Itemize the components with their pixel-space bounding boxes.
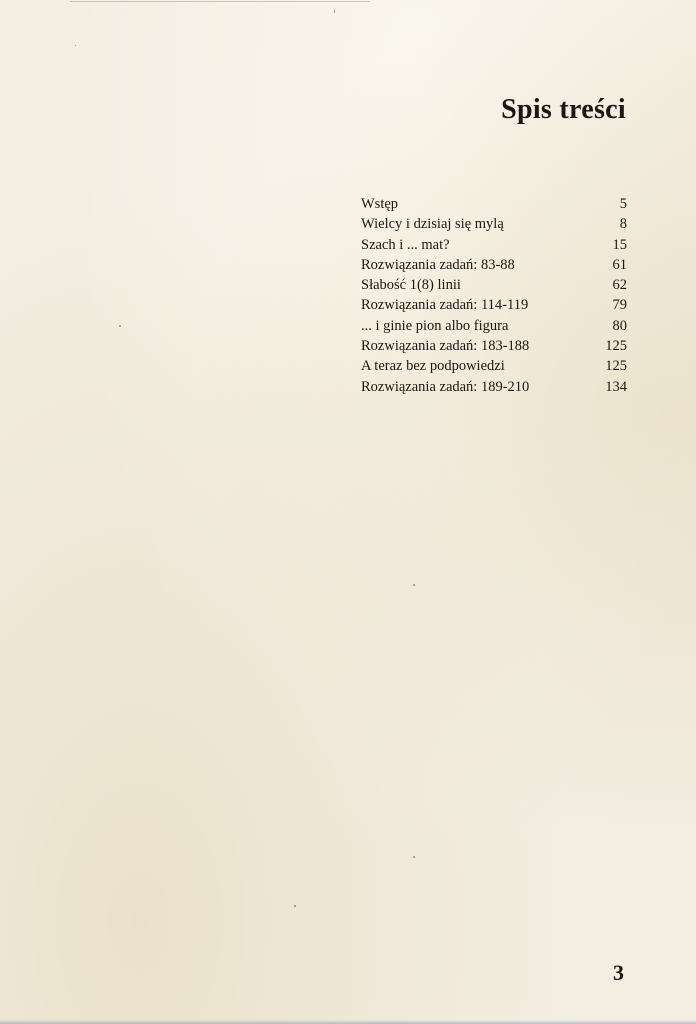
toc-entry-page: 80: [612, 317, 627, 334]
toc-entry-page: 125: [605, 338, 627, 355]
toc-entry: [361, 316, 627, 336]
toc-entry-label: Rozwiązania zadań: 114-119: [361, 297, 529, 314]
toc-entry: [361, 295, 627, 315]
paper-speck: [294, 905, 296, 907]
toc-entry-label: ... i ginie pion albo figura: [361, 317, 509, 334]
toc-entry-label: A teraz bez podpowiedzi: [361, 358, 505, 375]
toc-entry: [361, 356, 627, 376]
paper-speck: [334, 10, 335, 13]
toc-entry: [361, 336, 627, 356]
toc-entry-label: Rozwiązania zadań: 83-88: [361, 256, 515, 273]
table-of-contents: [361, 194, 627, 397]
toc-entry-label: Wielcy i dzisiaj się mylą: [361, 216, 504, 233]
toc-entry: [361, 377, 627, 397]
toc-entry-page: 8: [619, 216, 627, 233]
toc-entry-label: Wstęp: [361, 196, 399, 212]
paper-speck: [413, 856, 415, 858]
top-edge-line: [70, 1, 370, 2]
toc-entry: [361, 194, 627, 214]
toc-entry-page: 79: [612, 297, 627, 314]
paper-speck: [75, 45, 76, 46]
page-title: Spis treści: [501, 94, 626, 125]
toc-entry: [361, 275, 627, 295]
toc-entry-label: Szach i ... mat?: [361, 236, 450, 253]
toc-entry-page: 5: [619, 196, 627, 212]
toc-entry-page: 15: [612, 236, 627, 253]
paper-speck: [119, 325, 121, 327]
toc-entry: [361, 255, 627, 275]
page-number: 3: [613, 960, 624, 985]
toc-entry: [361, 235, 627, 255]
toc-entry-page: 125: [605, 358, 627, 375]
toc-entry-label: Rozwiązania zadań: 189-210: [361, 378, 530, 395]
bottom-edge-shadow: [0, 1020, 696, 1024]
toc-entry-label: Rozwiązania zadań: 183-188: [361, 338, 530, 355]
toc-entry-label: Słabość 1(8) linii: [361, 277, 461, 294]
toc-entry-page: 61: [612, 256, 627, 273]
paper-speck: [413, 584, 415, 586]
toc-entry-page: 134: [605, 378, 627, 395]
toc-entry: [361, 214, 627, 234]
toc-entry-page: 62: [612, 277, 627, 294]
